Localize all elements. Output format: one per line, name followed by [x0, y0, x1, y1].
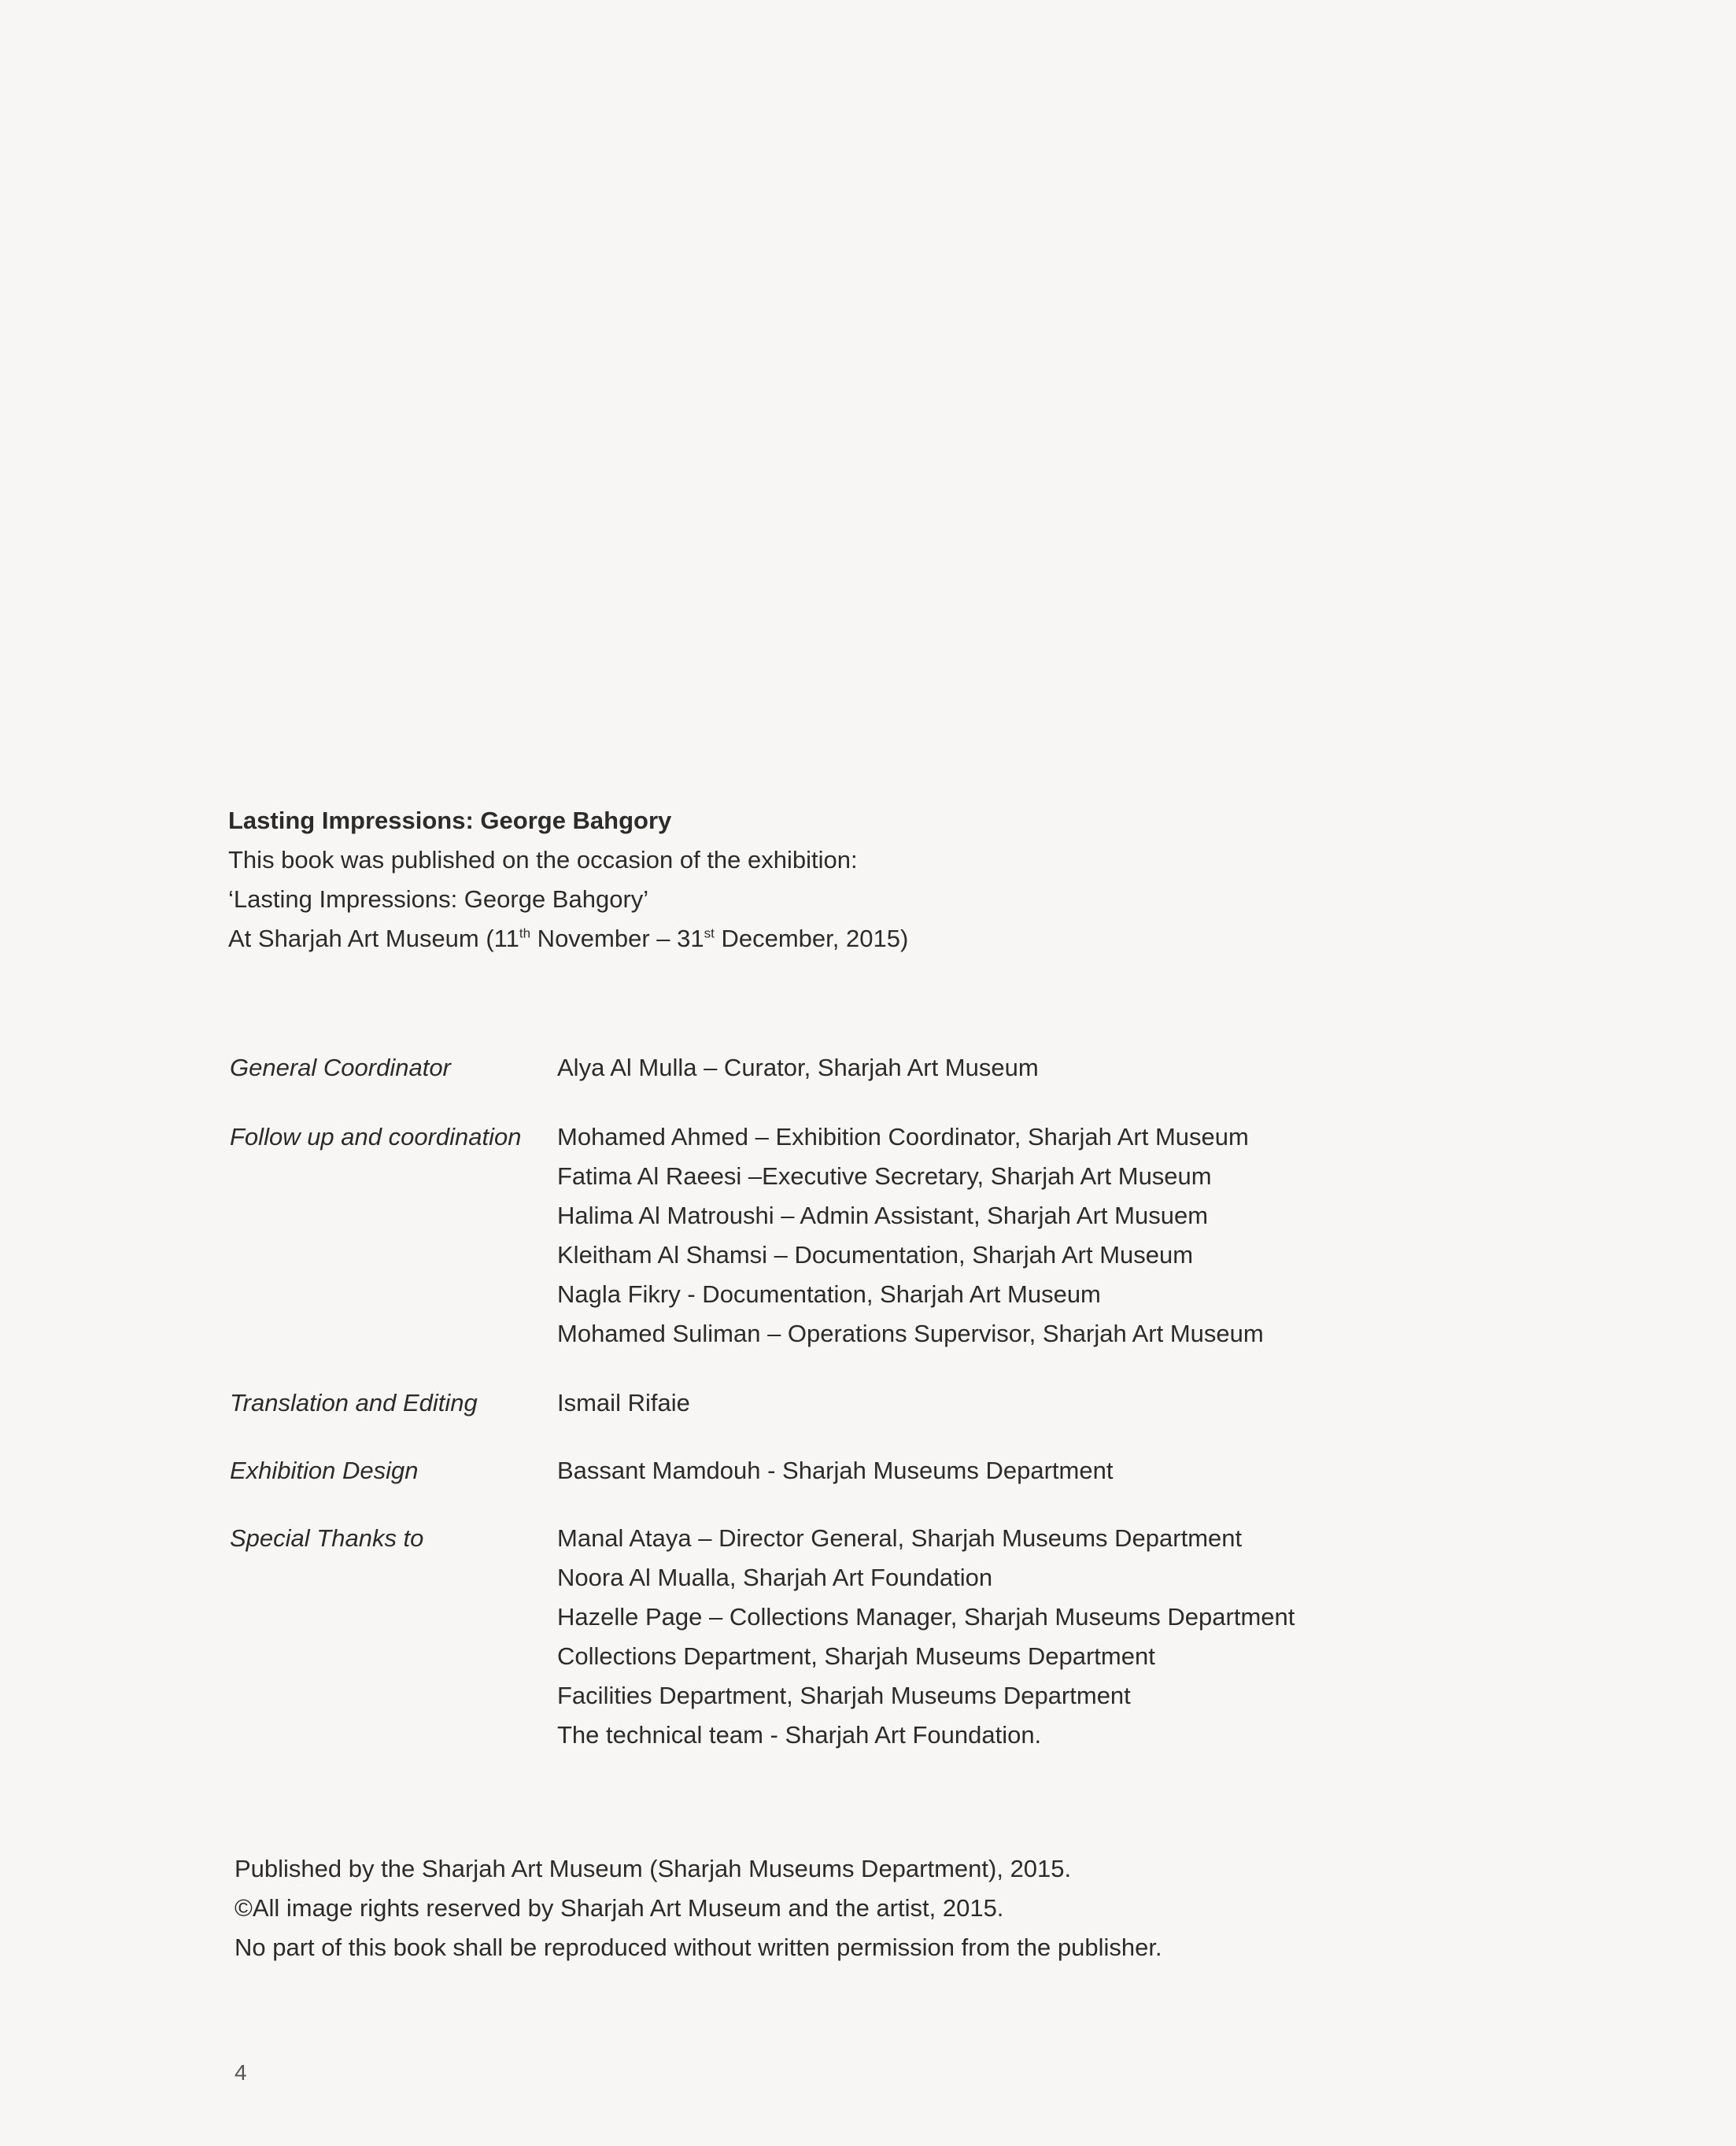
copyright-line: ©All image rights reserved by Sharjah Art Museum and the artist, 2015.: [235, 1894, 1004, 1922]
credit-name: Kleitham Al Shamsi – Documentation, Sharjah Art Museum: [557, 1241, 1194, 1269]
credit-role: Translation and Editing: [230, 1389, 478, 1417]
credit-name: Collections Department, Sharjah Museums Department: [557, 1642, 1155, 1670]
credit-names: [557, 1383, 690, 1423]
intro-line-exhibition: ‘Lasting Impressions: George Bahgory’: [228, 885, 649, 913]
book-title: Lasting Impressions: George Bahgory: [228, 807, 672, 834]
credit-names: [557, 1519, 1295, 1755]
credit-row-follow-up: [230, 1117, 1332, 1354]
credit-name: Bassant Mamdouh - Sharjah Museums Department: [557, 1457, 1114, 1484]
credit-row-exhibition-design: [230, 1451, 1332, 1490]
credit-row-general-coordinator: [230, 1048, 1332, 1088]
credit-name: Mohamed Suliman – Operations Supervisor, Sharjah Art Museum: [557, 1320, 1264, 1347]
credit-role: Exhibition Design: [230, 1457, 419, 1484]
credit-row-special-thanks: [230, 1519, 1332, 1755]
publisher-line: Published by the Sharjah Art Museum (Sharjah Museums Department), 2015.: [235, 1855, 1072, 1882]
credit-row-translation: [230, 1383, 1332, 1423]
credit-name: Alya Al Mulla – Curator, Sharjah Art Museum: [557, 1054, 1039, 1081]
intro-block: [228, 801, 1251, 958]
credit-names: [557, 1117, 1264, 1354]
credit-name: Manal Ataya – Director General, Sharjah Museums Department: [557, 1524, 1243, 1552]
credit-role: Follow up and coordination: [230, 1123, 522, 1151]
credit-name: Facilities Department, Sharjah Museums Department: [557, 1682, 1131, 1709]
credit-name: Ismail Rifaie: [557, 1389, 690, 1417]
credit-names: [557, 1451, 1113, 1490]
credit-name: Halima Al Matroushi – Admin Assistant, Sharjah Art Musuem: [557, 1202, 1209, 1229]
credit-role: Special Thanks to: [230, 1524, 424, 1552]
publication-notice: [235, 1849, 1336, 1967]
page-number: 4: [235, 2060, 247, 2085]
credit-name: Mohamed Ahmed – Exhibition Coordinator, Sharjah Art Museum: [557, 1123, 1249, 1151]
intro-line-occasion: This book was published on the occasion of the exhibition:: [228, 846, 858, 874]
credit-name: Nagla Fikry - Documentation, Sharjah Art Museum: [557, 1280, 1101, 1308]
credit-name: The technical team - Sharjah Art Foundation.: [557, 1721, 1042, 1749]
credit-name: Fatima Al Raeesi –Executive Secretary, Sharjah Art Museum: [557, 1162, 1212, 1190]
credit-names: [557, 1048, 1039, 1088]
credits-list: [230, 1048, 1332, 1755]
reproduction-notice: No part of this book shall be reproduced without written permission from the publisher.: [235, 1934, 1162, 1961]
intro-line-venue-dates: At Sharjah Art Museum (11th November – 31st December, 2015): [228, 925, 909, 952]
credit-role: General Coordinator: [230, 1054, 451, 1081]
credit-name: Noora Al Mualla, Sharjah Art Foundation: [557, 1564, 993, 1591]
credit-name: Hazelle Page – Collections Manager, Sharjah Museums Department: [557, 1603, 1295, 1631]
